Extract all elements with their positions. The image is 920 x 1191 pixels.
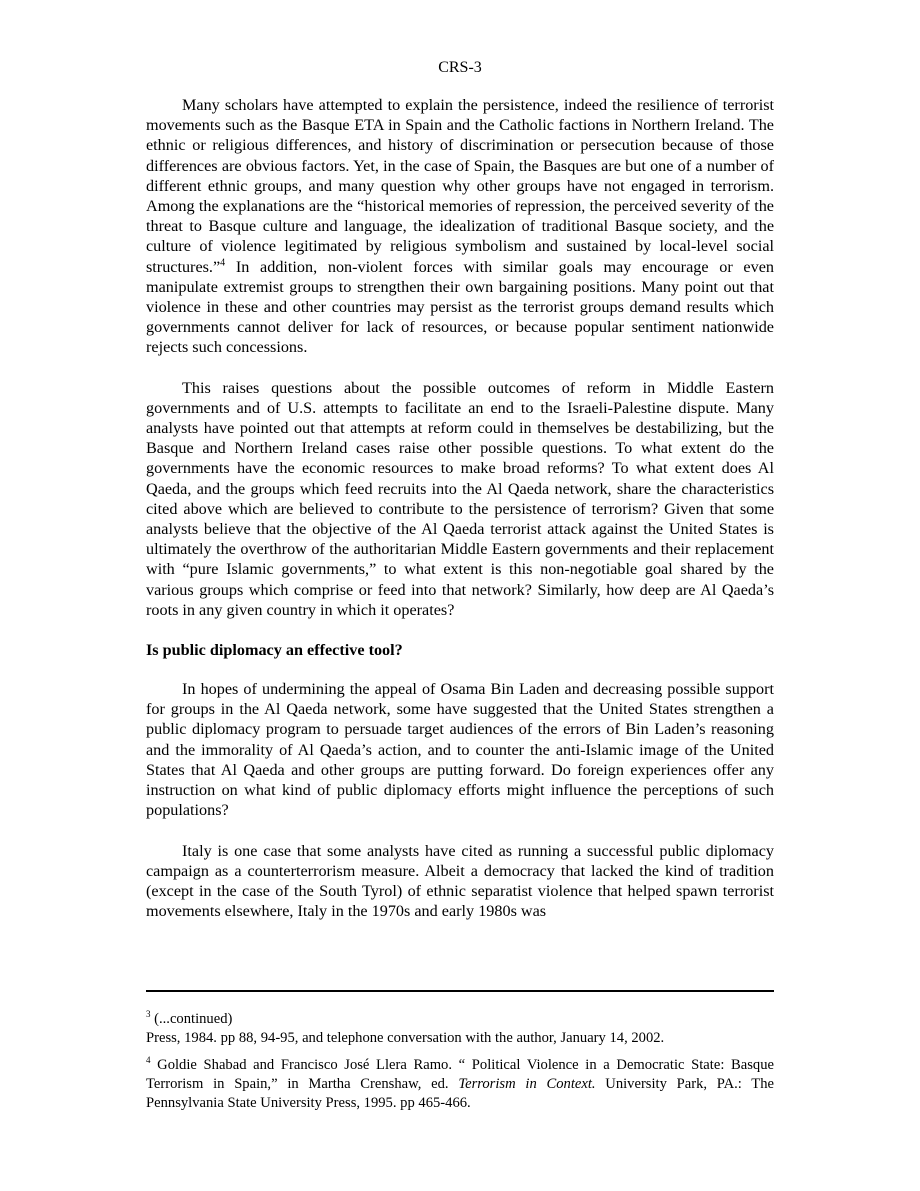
footnote-3	[146, 1010, 774, 1048]
footnote-separator	[146, 990, 774, 992]
footnotes	[146, 1010, 774, 1121]
paragraph-italy-case: Italy is one case that some analysts have cited as running a successful public diplomacy campaign as a counterterrorism measure. Albeit a democracy that lacked the kind of tradition (except in the case of the South Tyrol) of ethnic separatist violence that helped spawn terrorist movements elsewhere, Italy in the 1970s and early 1980s was	[146, 841, 774, 921]
footnote-3-text: Press, 1984. pp 88, 94-95, and telephone conversation with the author, January 14, 2002.	[146, 1030, 665, 1046]
body-text	[146, 95, 774, 921]
paragraph-public-diplomacy: In hopes of undermining the appeal of Osama Bin Laden and decreasing possible support for groups in the Al Qaeda network, some have suggested that the United States strengthen a public diplomacy program to persuade target audiences of the errors of Bin Laden’s reasoning and the immorality of Al Qaeda’s action, and to counter the anti-Islamic image of the United States that Al Qaeda and other groups are putting forward. Do foreign experiences offer any instruction on what kind of public diplomacy efforts might influence the perceptions of such populations?	[146, 680, 774, 820]
footnote-4	[146, 1056, 774, 1113]
paragraph-reform-questions: This raises questions about the possible outcomes of reform in Middle Eastern governments and of U.S. attempts to facilitate an end to the Israeli-Palestine dispute. Many analysts have pointed out that attempts at reform could in themselves be destabilizing, but the Basque and Northern Ireland cases raise other possible questions. To what extent do the governments have the economic resources to make broad reforms? To what extent does Al Qaeda, and the groups which feed recruits into the Al Qaeda network, share the characteristics cited above which are believed to contribute to the persistence of terrorism? Given that some analysts believe that the objective of the Al Qaeda terrorist attack against the United States is ultimately the overthrow of the authoritarian Middle Eastern governments and their replacement with “pure Islamic governments,” to what extent is this non-negotiable goal shared by the various groups which comprise or feed into that network? Similarly, how deep are Al Qaeda’s roots in any given country in which it operates?	[146, 378, 774, 619]
paragraph-text: Many scholars have attempted to explain the persistence, indeed the resilience of terrorist movements such as the Basque ETA in Spain and the Catholic factions in Northern Ireland. The ethnic or religious differences, and history of discrimination or persecution because of those differences are obvious factors. Yet, in the case of Spain, the Basques are but one of a number of different ethnic groups, and many question why other groups have not engaged in terrorism. Among the explanations are the “historical memories of repression, the perceived severity of the threat to Basque culture and language, the idealization of traditional Basque society, and the culture of violence legitimated by religious symbolism and sustained by local-level social structures.”	[146, 96, 774, 276]
footnote-reference-4: 4	[220, 257, 226, 269]
section-heading: Is public diplomacy an effective tool?	[146, 641, 403, 660]
footnote-marker-3: 3	[146, 1009, 151, 1020]
paragraph-text-continued: In addition, non-violent forces with similar goals may encourage or even manipulate extremist groups to strengthen their own bargaining positions. Many point out that violence in these and other countries may persist as the terrorist groups demand results which governments cannot deliver for lack of resources, or because popular sentiment nationwide rejects such concessions.	[146, 257, 774, 357]
footnote-4-text: Goldie Shabad and Francisco José Llera Ramo. “ Political Violence in a Democratic State: Basque Terrorism in Spain,” in Martha Crenshaw, ed.	[146, 1057, 774, 1092]
page-header: CRS-3	[438, 59, 482, 76]
paragraph-basque-resilience	[146, 95, 774, 358]
footnote-4-publisher: University Park, PA.: The Pennsylvania State University Press, 1995. pp 465-466.	[146, 1076, 774, 1111]
footnote-4-book-title: Terrorism in Context.	[458, 1076, 596, 1092]
footnote-continued-label: (...continued)	[150, 1011, 233, 1027]
footnote-marker-4: 4	[146, 1055, 151, 1066]
